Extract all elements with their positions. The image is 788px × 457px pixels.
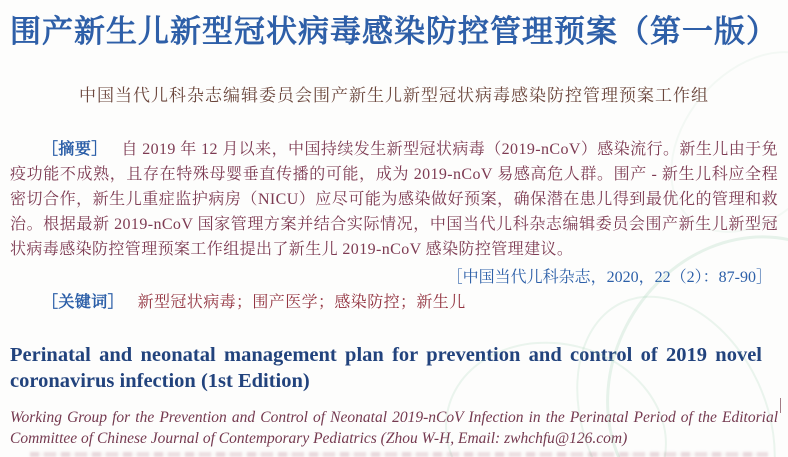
journal-citation: ［中国当代儿科杂志，2020，22（2）：87-90］: [446, 269, 772, 286]
keywords-line: [10, 290, 778, 315]
working-group-byline-english: Working Group for the Prevention and Control of Neonatal 2019-nCoV Infection in the Perinatal Period of the Editorial Committee of Chinese Journal of Contemporary Pediatrics (Zhou W-H, Email: zwhchfu@126.com): [10, 409, 778, 447]
cropped-next-text-line: [30, 452, 768, 457]
abstract-text: 自 2019 年 12 月以来，中国持续发生新型冠状病毒（2019-nCoV）感染流行。新生儿由于免疫功能不成熟，且存在特殊母婴垂直传播的可能，成为 2019-nCoV 易感高危人群。围产 - 新生儿科应全程密切合作，新生儿重症监护病房（NICU）应尽可能为感染做好预案，确保潜在患儿得到最优化的管理和救治。根据最新 2019-nCoV 国家管理方案并结合实际情况，中国当代儿科杂志编辑委员会围产新生儿新型冠状病毒感染防控管理预案工作组提出了新生儿 2019-nCoV 感染防控管理建议。: [10, 141, 778, 258]
scan-edge-line: [780, 398, 782, 413]
working-group-byline-chinese: 中国当代儿科杂志编辑委员会围产新生儿新型冠状病毒感染防控管理预案工作组: [79, 86, 709, 105]
article-title-chinese: 围产新生儿新型冠状病毒感染防控管理预案（第一版）: [10, 14, 778, 49]
keywords-text: 新型冠状病毒；围产医学；感染防控；新生儿: [137, 294, 466, 311]
keywords-label: ［关键词］: [42, 294, 125, 311]
abstract-paragraph: [10, 137, 778, 262]
abstract-label: ［摘要］: [42, 141, 108, 158]
article-title-english: Perinatal and neonatal management plan for prevention and control of 2019 novel coronavirus infection (1st Edition): [10, 344, 762, 392]
